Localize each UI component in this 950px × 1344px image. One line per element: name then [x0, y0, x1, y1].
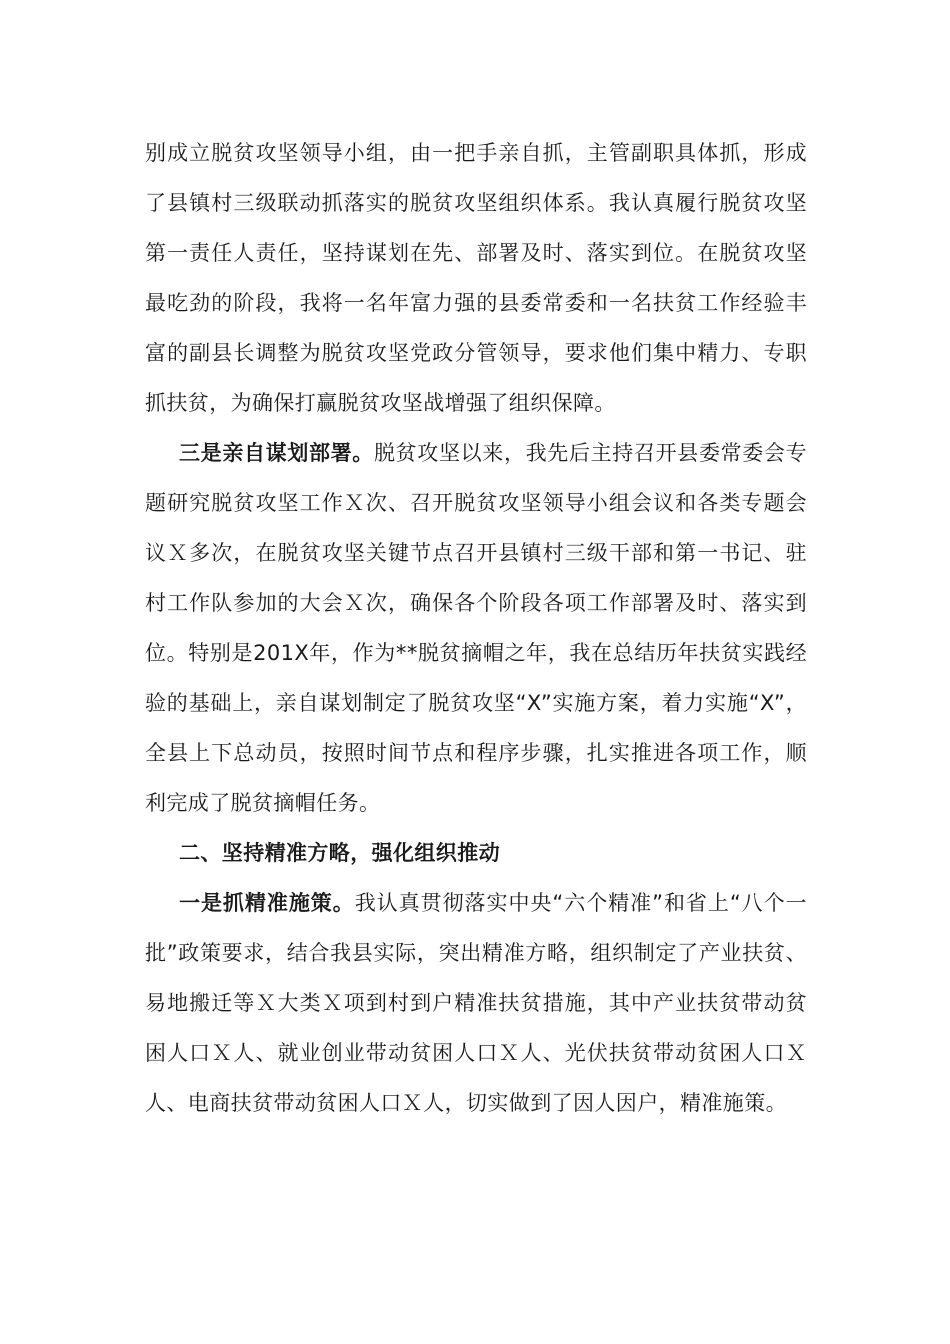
paragraph-organization-system [145, 128, 807, 428]
paragraph-text: 别成立脱贫攻坚领导小组，由一把手亲自抓，主管副职具体抓，形成了县镇村三级联动抓落实的脱贫攻坚组织体系。我认真履行脱贫攻坚第一责任人责任，坚持谋划在先、部署及时、落实到位。在脱贫攻坚最吃劲的阶段，我将一名年富力强的县委常委和一名扶贫工作经验丰富的副县长调整为脱贫攻坚党政分管领导，要求他们集中精力、专职抓扶贫，为确保打赢脱贫攻坚战增强了组织保障。 [145, 141, 807, 415]
paragraph-lead: 三是亲自谋划部署。 [179, 441, 374, 465]
paragraph-lead: 一是抓精准施策。 [179, 891, 355, 915]
paragraph-planning-deployment [145, 428, 807, 828]
section-heading: 二、坚持精准方略，强化组织推动 [179, 841, 500, 865]
document-body [145, 128, 807, 1128]
paragraph-text: 脱贫攻坚以来，我先后主持召开县委常委会专题研究脱贫攻坚工作Ｘ次、召开脱贫攻坚领导小组会议和各类专题会议Ｘ多次，在脱贫攻坚关键节点召开县镇村三级干部和第一书记、驻村工作队参加的大会Ｘ次，确保各个阶段各项工作部署及时、落实到位。特别是201X年，作为**脱贫摘帽之年，我在总结历年扶贫实践经验的基础上，亲自谋划制定了脱贫攻坚“X”实施方案，着力实施“X”，全县上下总动员，按照时间节点和程序步骤，扎实推进各项工作，顺利完成了脱贫摘帽任务。 [145, 441, 807, 815]
paragraph-text: 我认真贯彻落实中央“六个精准”和省上“八个一批”政策要求，结合我县实际，突出精准方略，组织制定了产业扶贫、易地搬迁等Ｘ大类Ｘ项到村到户精准扶贫措施，其中产业扶贫带动贫困人口Ｘ人、就业创业带动贫困人口Ｘ人、光伏扶贫带动贫困人口Ｘ人、电商扶贫带动贫困人口Ｘ人，切实做到了因人因户，精准施策。 [145, 891, 808, 1115]
paragraph-precise-measures [145, 878, 807, 1128]
